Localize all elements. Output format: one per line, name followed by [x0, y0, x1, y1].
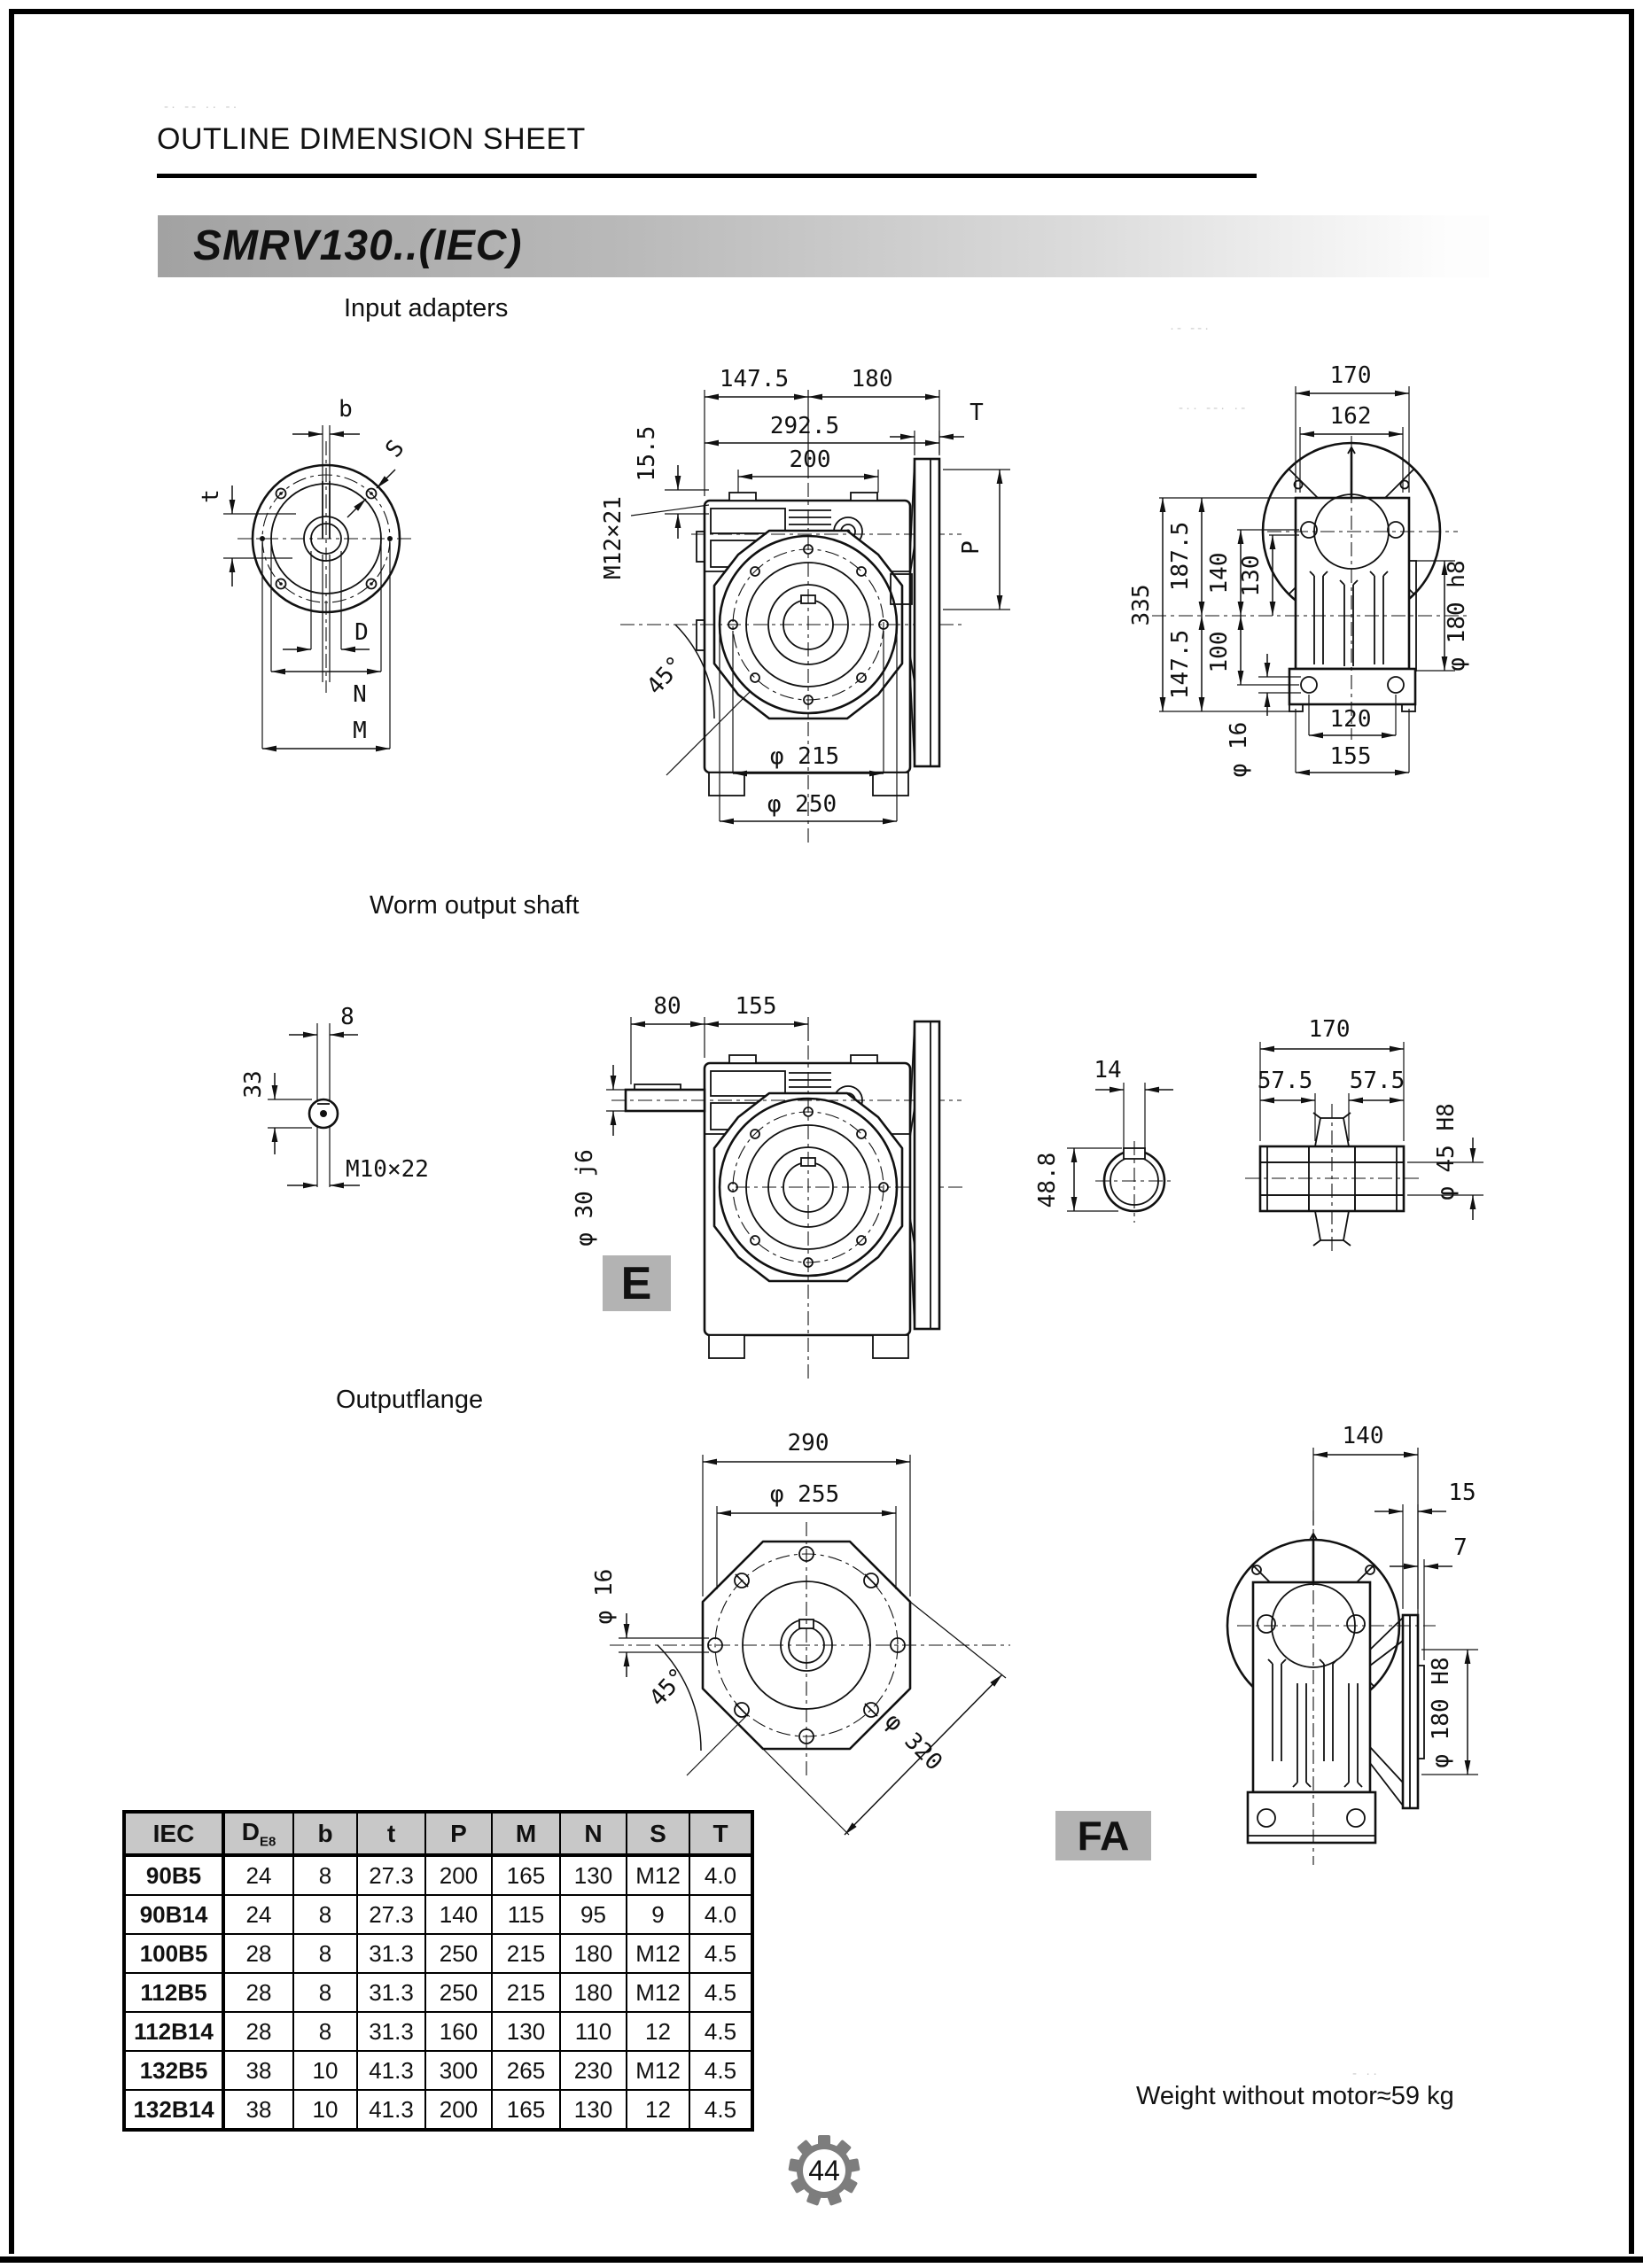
- dim-335: 335: [1128, 584, 1155, 626]
- table-cell: 28: [223, 1934, 293, 1973]
- dim-57-5-left: 57.5: [1257, 1068, 1313, 1094]
- dim-147-5-side: 147.5: [1167, 629, 1194, 700]
- dim-phi255: φ 255: [769, 1481, 840, 1508]
- page-number: 44: [808, 2155, 840, 2186]
- table-cell: 31.3: [357, 1934, 425, 1973]
- dim-8: 8: [340, 1004, 354, 1030]
- col-header-iec: IEC: [124, 1812, 223, 1855]
- dim-phi45h8: φ 45 H8: [1433, 1103, 1460, 1200]
- table-cell: 180: [560, 1934, 627, 1973]
- col-header-p: P: [425, 1812, 492, 1855]
- dim-57-5-right: 57.5: [1349, 1068, 1406, 1094]
- dim-33: 33: [240, 1070, 267, 1099]
- col-header-s: S: [627, 1812, 689, 1855]
- dim-phi180h8: φ 180 h8: [1444, 560, 1470, 672]
- table-cell: 130: [560, 1855, 627, 1895]
- dim-t: t: [198, 489, 224, 503]
- table-cell: 110: [560, 2012, 627, 2051]
- table-header-row: [124, 1812, 752, 1855]
- page-bottom-rule: [0, 2256, 1643, 2263]
- dim-p: P: [958, 540, 985, 555]
- table-cell: 9: [627, 1895, 689, 1934]
- table-cell: 200: [425, 1855, 492, 1895]
- table-cell: 200: [425, 2090, 492, 2130]
- table-cell: 165: [492, 2090, 560, 2130]
- dim-170-shaft: 170: [1308, 1016, 1351, 1043]
- dim-147-5: 147.5: [719, 366, 790, 392]
- output-flange-front-view: [591, 1430, 1010, 1835]
- table-cell: 31.3: [357, 2012, 425, 2051]
- table-cell: 27.3: [357, 1855, 425, 1895]
- table-cell: 31.3: [357, 1973, 425, 2012]
- dim-phi16: φ 16: [1226, 721, 1252, 778]
- label-fa: FA: [1077, 1813, 1130, 1859]
- table-cell: 132B14: [124, 2090, 223, 2130]
- table-cell: 8: [293, 2012, 357, 2051]
- col-header-t2: T: [689, 1812, 752, 1855]
- table-cell: 10: [293, 2090, 357, 2130]
- dim-phi16-flange: φ 16: [591, 1568, 618, 1625]
- weight-value: 59 kg: [1390, 2082, 1454, 2110]
- gear-icon: [788, 2135, 860, 2206]
- col-header-m: M: [492, 1812, 560, 1855]
- dim-155: 155: [1329, 743, 1372, 770]
- table-cell: 112B5: [124, 1973, 223, 2012]
- page-number-gear-icon: [787, 2133, 861, 2208]
- table-cell: 250: [425, 1973, 492, 2012]
- dim-m12x21: M12×21: [600, 496, 627, 579]
- dim-b: b: [339, 396, 353, 423]
- output-flange-drawing: [532, 1382, 1595, 1878]
- dim-80: 80: [653, 993, 681, 1020]
- weight-label: Weight without motor: [1136, 2082, 1377, 2110]
- worm-gearbox-view: [572, 993, 966, 1382]
- table-cell: 95: [560, 1895, 627, 1934]
- dim-m: M: [353, 718, 367, 744]
- dim-phi180H8: φ 180 H8: [1428, 1657, 1454, 1768]
- dim-140-fa: 140: [1342, 1423, 1384, 1449]
- title-rule: [157, 174, 1257, 178]
- dim-45deg-flange: 45°: [644, 1663, 692, 1713]
- col-header-t: t: [357, 1812, 425, 1855]
- dim-15: 15: [1448, 1480, 1476, 1506]
- col-header-n: N: [560, 1812, 627, 1855]
- dim-120: 120: [1329, 706, 1372, 733]
- dim-n: N: [353, 681, 367, 708]
- col-header-b: b: [293, 1812, 357, 1855]
- page-title: OUTLINE DIMENSION SHEET: [157, 122, 586, 156]
- dim-m10x22: M10×22: [346, 1156, 429, 1183]
- weight-approx-sign: ≈: [1376, 2082, 1391, 2110]
- table-cell: M12: [627, 1973, 689, 2012]
- table-cell: 215: [492, 1973, 560, 2012]
- table-cell: 28: [223, 2012, 293, 2051]
- table-cell: 27.3: [357, 1895, 425, 1934]
- table-cell: 38: [223, 2090, 293, 2130]
- dim-phi250: φ 250: [767, 791, 837, 818]
- table-cell: 8: [293, 1895, 357, 1934]
- table-cell: 100B5: [124, 1934, 223, 1973]
- dim-phi320: φ 320: [879, 1708, 947, 1776]
- input-flange-front-view: [198, 396, 415, 749]
- model-title: SMRV130..(IEC): [193, 222, 523, 269]
- input-adapters-drawing: [160, 354, 1507, 850]
- table-row-90b14: [124, 1895, 752, 1934]
- section-title-worm-output-shaft: Worm output shaft: [370, 891, 580, 920]
- shaft-end-view: [240, 1004, 429, 1187]
- dim-d: D: [354, 619, 369, 646]
- table-cell: 160: [425, 2012, 492, 2051]
- table-cell: 165: [492, 1855, 560, 1895]
- table-cell: M12: [627, 2051, 689, 2090]
- table-cell: 4.5: [689, 1973, 752, 2012]
- table-cell: 4.0: [689, 1895, 752, 1934]
- table-cell: M12: [627, 1934, 689, 1973]
- table-row-90b5: [124, 1855, 752, 1895]
- dim-155: 155: [735, 993, 777, 1020]
- dim-200: 200: [789, 447, 831, 473]
- table-row-132b14: [124, 2090, 752, 2130]
- table-row-112b14: [124, 2012, 752, 2051]
- dim-15-5: 15.5: [634, 425, 660, 482]
- dim-14: 14: [1094, 1057, 1122, 1084]
- dim-100: 100: [1206, 631, 1233, 673]
- table-cell: 4.5: [689, 2012, 752, 2051]
- table-cell: 115: [492, 1895, 560, 1934]
- table-cell: 41.3: [357, 2051, 425, 2090]
- input-gearbox-front-view: [600, 366, 1010, 843]
- iec-dimension-table: [122, 1810, 754, 2132]
- output-bore-end-view: [1034, 1057, 1175, 1223]
- table-cell: 250: [425, 1934, 492, 1973]
- table-row-132b5: [124, 2051, 752, 2090]
- table-cell: 140: [425, 1895, 492, 1934]
- table-cell: 41.3: [357, 2090, 425, 2130]
- table-cell: M12: [627, 1855, 689, 1895]
- section-title-outputflange: Outputflange: [336, 1386, 484, 1414]
- section-title-input-adapters: Input adapters: [344, 294, 509, 322]
- scan-artifact: - ··: [1352, 2066, 1381, 2081]
- table-cell: 38: [223, 2051, 293, 2090]
- table-cell: 4.5: [689, 2090, 752, 2130]
- weight-note: [1136, 2082, 1454, 2111]
- table-cell: 112B14: [124, 2012, 223, 2051]
- table-cell: 8: [293, 1973, 357, 2012]
- table-cell: 215: [492, 1934, 560, 1973]
- table-cell: 12: [627, 2090, 689, 2130]
- scan-artifact: ·- --·: [1170, 321, 1212, 336]
- table-cell: 300: [425, 2051, 492, 2090]
- dim-187-5: 187.5: [1167, 521, 1194, 592]
- table-cell: 12: [627, 2012, 689, 2051]
- label-e: E: [620, 1258, 652, 1309]
- table-cell: 4.5: [689, 2051, 752, 2090]
- table-cell: 180: [560, 1973, 627, 2012]
- table-cell: 8: [293, 1855, 357, 1895]
- col-header-d: $D_{E8}$: [223, 1812, 293, 1855]
- dim-45deg: 45°: [642, 651, 689, 701]
- table-cell: 24: [223, 1895, 293, 1934]
- table-cell: 265: [492, 2051, 560, 2090]
- dim-180: 180: [851, 366, 893, 392]
- dim-130: 130: [1238, 555, 1265, 597]
- table-cell: 4.5: [689, 1934, 752, 1973]
- table-cell: 230: [560, 2051, 627, 2090]
- dim-162: 162: [1329, 403, 1372, 430]
- table-cell: 130: [560, 2090, 627, 2130]
- output-flange-side-view: [1055, 1423, 1478, 1865]
- table-cell: 24: [223, 1855, 293, 1895]
- input-gearbox-side-view: [1128, 362, 1470, 777]
- dim-290: 290: [787, 1430, 829, 1456]
- dim-s: S: [380, 435, 410, 463]
- dim-phi30j6: φ 30 j6: [572, 1149, 598, 1247]
- table-cell: 8: [293, 1934, 357, 1973]
- dim-7: 7: [1453, 1534, 1468, 1561]
- table-row-112b5: [124, 1973, 752, 2012]
- dim-phi215: φ 215: [769, 743, 840, 770]
- table-cell: 28: [223, 1973, 293, 2012]
- dim-t-flange: T: [969, 400, 984, 426]
- table-cell: 130: [492, 2012, 560, 2051]
- table-row-100b5: [124, 1934, 752, 1973]
- hollow-shaft-section: [1245, 1016, 1483, 1254]
- worm-output-shaft-drawing: [239, 966, 1515, 1391]
- scan-artifact: -· -- ·· -·: [164, 99, 240, 114]
- dim-292-5: 292.5: [769, 413, 840, 439]
- dim-48-8: 48.8: [1034, 1152, 1061, 1208]
- dim-140: 140: [1206, 552, 1233, 594]
- scan-artifact: -·· --· ·-: [1179, 400, 1249, 416]
- dim-170: 170: [1329, 362, 1372, 389]
- table-cell: 90B5: [124, 1855, 223, 1895]
- table-cell: 132B5: [124, 2051, 223, 2090]
- table-cell: 10: [293, 2051, 357, 2090]
- table-cell: 4.0: [689, 1855, 752, 1895]
- table-cell: 90B14: [124, 1895, 223, 1934]
